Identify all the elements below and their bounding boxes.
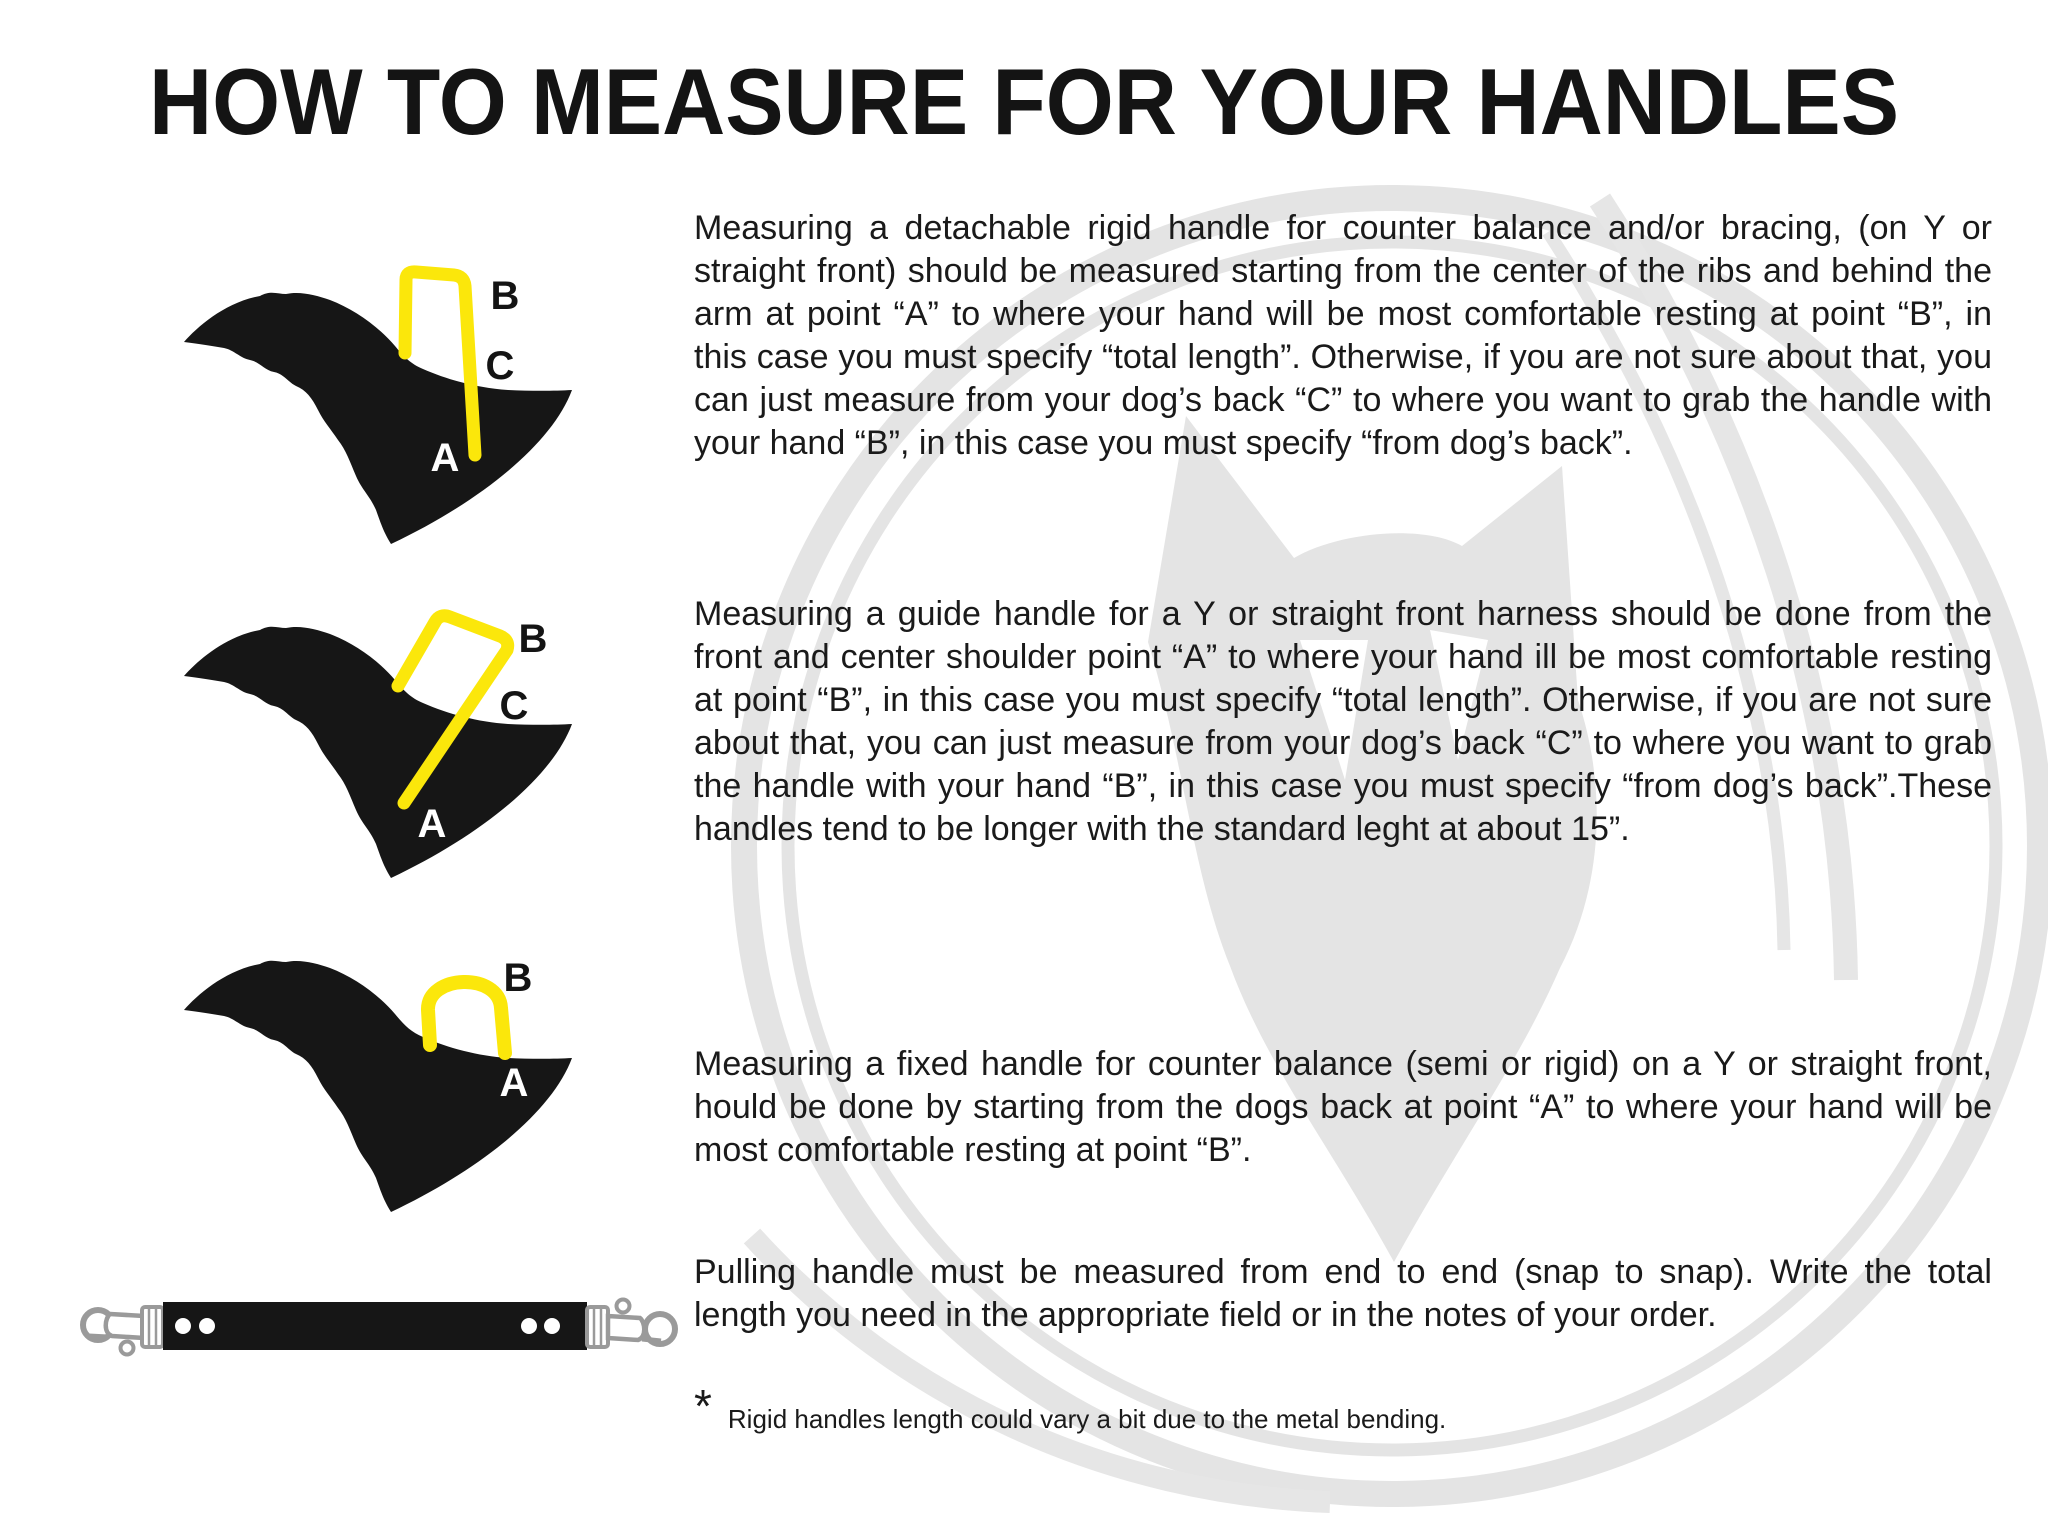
rivet-hole [544, 1318, 560, 1334]
point-label-b: B [490, 274, 520, 318]
footnote [694, 1380, 1992, 1434]
footnote-text: Rigid handles length could vary a bit due to the metal bending. [727, 1404, 1447, 1434]
fixed-handle-icon [428, 982, 505, 1053]
rivet-hole [521, 1318, 537, 1334]
footnote-asterisk: * [694, 1380, 712, 1432]
point-label-c: C [485, 344, 515, 388]
diagram-fixed-handle [148, 906, 628, 1251]
rivet-hole [199, 1318, 215, 1334]
paragraph-pulling-handle: Pulling handle must be measured from end to end (snap to snap). Write the total length you need in the appropriate field or in the notes of your order. [694, 1253, 1992, 1334]
point-label-b: B [518, 617, 548, 661]
snap-hook-right-icon [587, 1300, 675, 1348]
snap-hook-left-icon [83, 1307, 163, 1355]
point-label-c: C [499, 684, 529, 728]
diagram-pulling-handle [70, 1285, 690, 1410]
point-label-b: B [503, 956, 533, 1000]
point-label-a: A [417, 802, 447, 846]
point-label-a: A [499, 1061, 529, 1105]
diagram-detachable-rigid-handle [148, 238, 628, 583]
page-title: HOW TO MEASURE FOR YOUR HANDLES [148, 49, 1900, 154]
paragraph-guide-handle: Measuring a guide handle for a Y or straight front harness should be done from the front and center shoulder point “A” to where your hand ill be most comfortable resting at point “B”, in this case you must specify “total length”. Otherwise, if you are not sure about that, you can just measure from your dog’s back “C” to where you want to grab the handle with your hand “B”, in this case you must specify “from dog’s back”.These handles tend to be longer with the standard leght at about 15”. [694, 595, 1992, 848]
paragraph-fixed-handle: Measuring a fixed handle for counter balance (semi or rigid) on a Y or straight front, hould be done by starting from the dogs back at point “A” to where your hand will be most comfortable resting at point “B”. [694, 1045, 1992, 1169]
dog-silhouette-icon [184, 293, 572, 544]
diagram-guide-handle [148, 572, 628, 917]
dog-silhouette-icon [184, 627, 572, 878]
rivet-hole [175, 1318, 191, 1334]
point-label-a: A [430, 436, 460, 480]
paragraph-detachable-rigid-handle: Measuring a detachable rigid handle for counter balance and/or bracing, (on Y or straight front) should be measured starting from the center of the ribs and behind the arm at point “A” to where your hand will be most comfortable resting at point “B”, in this case you must specify “total length”. Otherwise, if you are not sure about that, you can just measure from your dog’s back “C” to where you want to grab the handle with your hand “B”, in this case you must specify “from dog’s back”. [694, 209, 1992, 462]
